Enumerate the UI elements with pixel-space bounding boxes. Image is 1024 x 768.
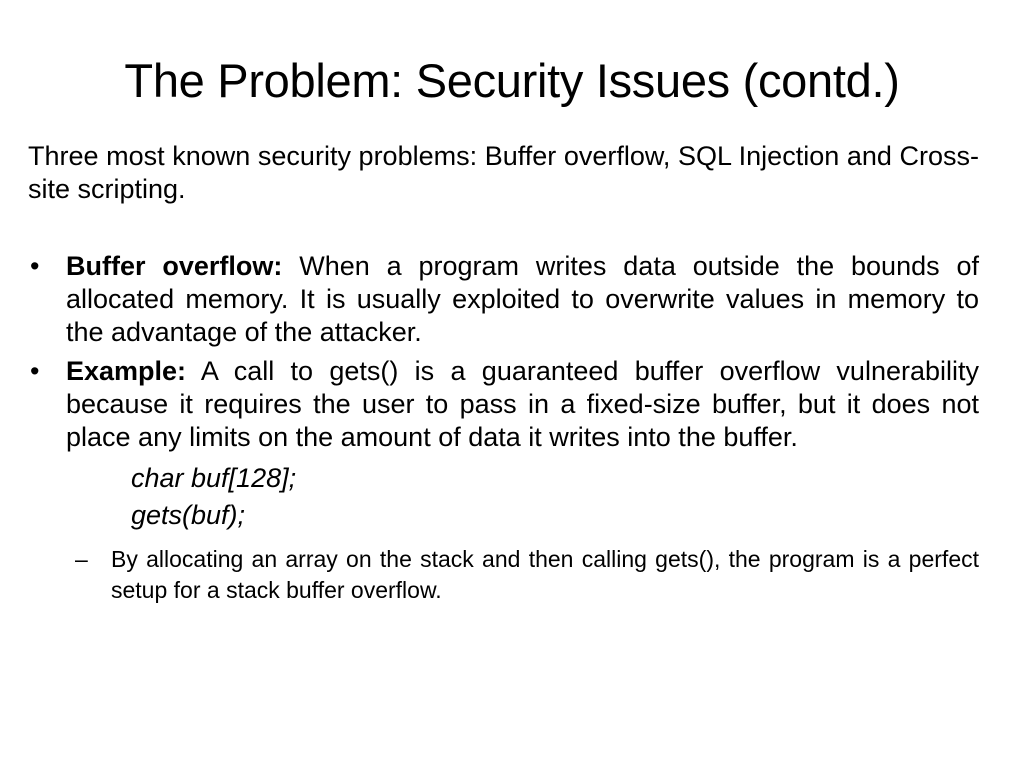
code-line: char buf[128]; [131, 463, 297, 493]
bullet-text [66, 355, 979, 454]
sub-bullet-item [28, 544, 979, 606]
bullet-item-example [28, 355, 979, 454]
bullet-body: When a program writes data outside the bounds of allocated memory. It is usually exploited to overwrite values in memory to the advantage of the attacker. [66, 251, 979, 347]
bullet-body: A call to gets() is a guaranteed buffer overflow vulnerability because it requires the user to pass in a fixed-size buffer, but it does not place any limits on the amount of data it writes into the buffer. [66, 356, 979, 452]
code-line: gets(buf); [131, 500, 246, 530]
slide-body [28, 140, 979, 606]
bullet-label: Example: [66, 356, 187, 386]
slide-title: The Problem: Security Issues (contd.) [124, 54, 900, 107]
sub-bullet-text: By allocating an array on the stack and then calling gets(), the program is a perfect setup for a stack buffer overflow. [111, 546, 979, 603]
bullet-icon: • [30, 356, 40, 386]
bullet-icon: • [30, 251, 40, 281]
bullet-item-buffer-overflow [28, 250, 979, 349]
code-example [28, 460, 979, 534]
intro-paragraph: Three most known security problems: Buffer overflow, SQL Injection and Cross-site scripting. [28, 141, 979, 204]
bullet-text [66, 250, 979, 349]
dash-icon: – [75, 546, 88, 572]
bullet-label: Buffer overflow: [66, 251, 283, 281]
